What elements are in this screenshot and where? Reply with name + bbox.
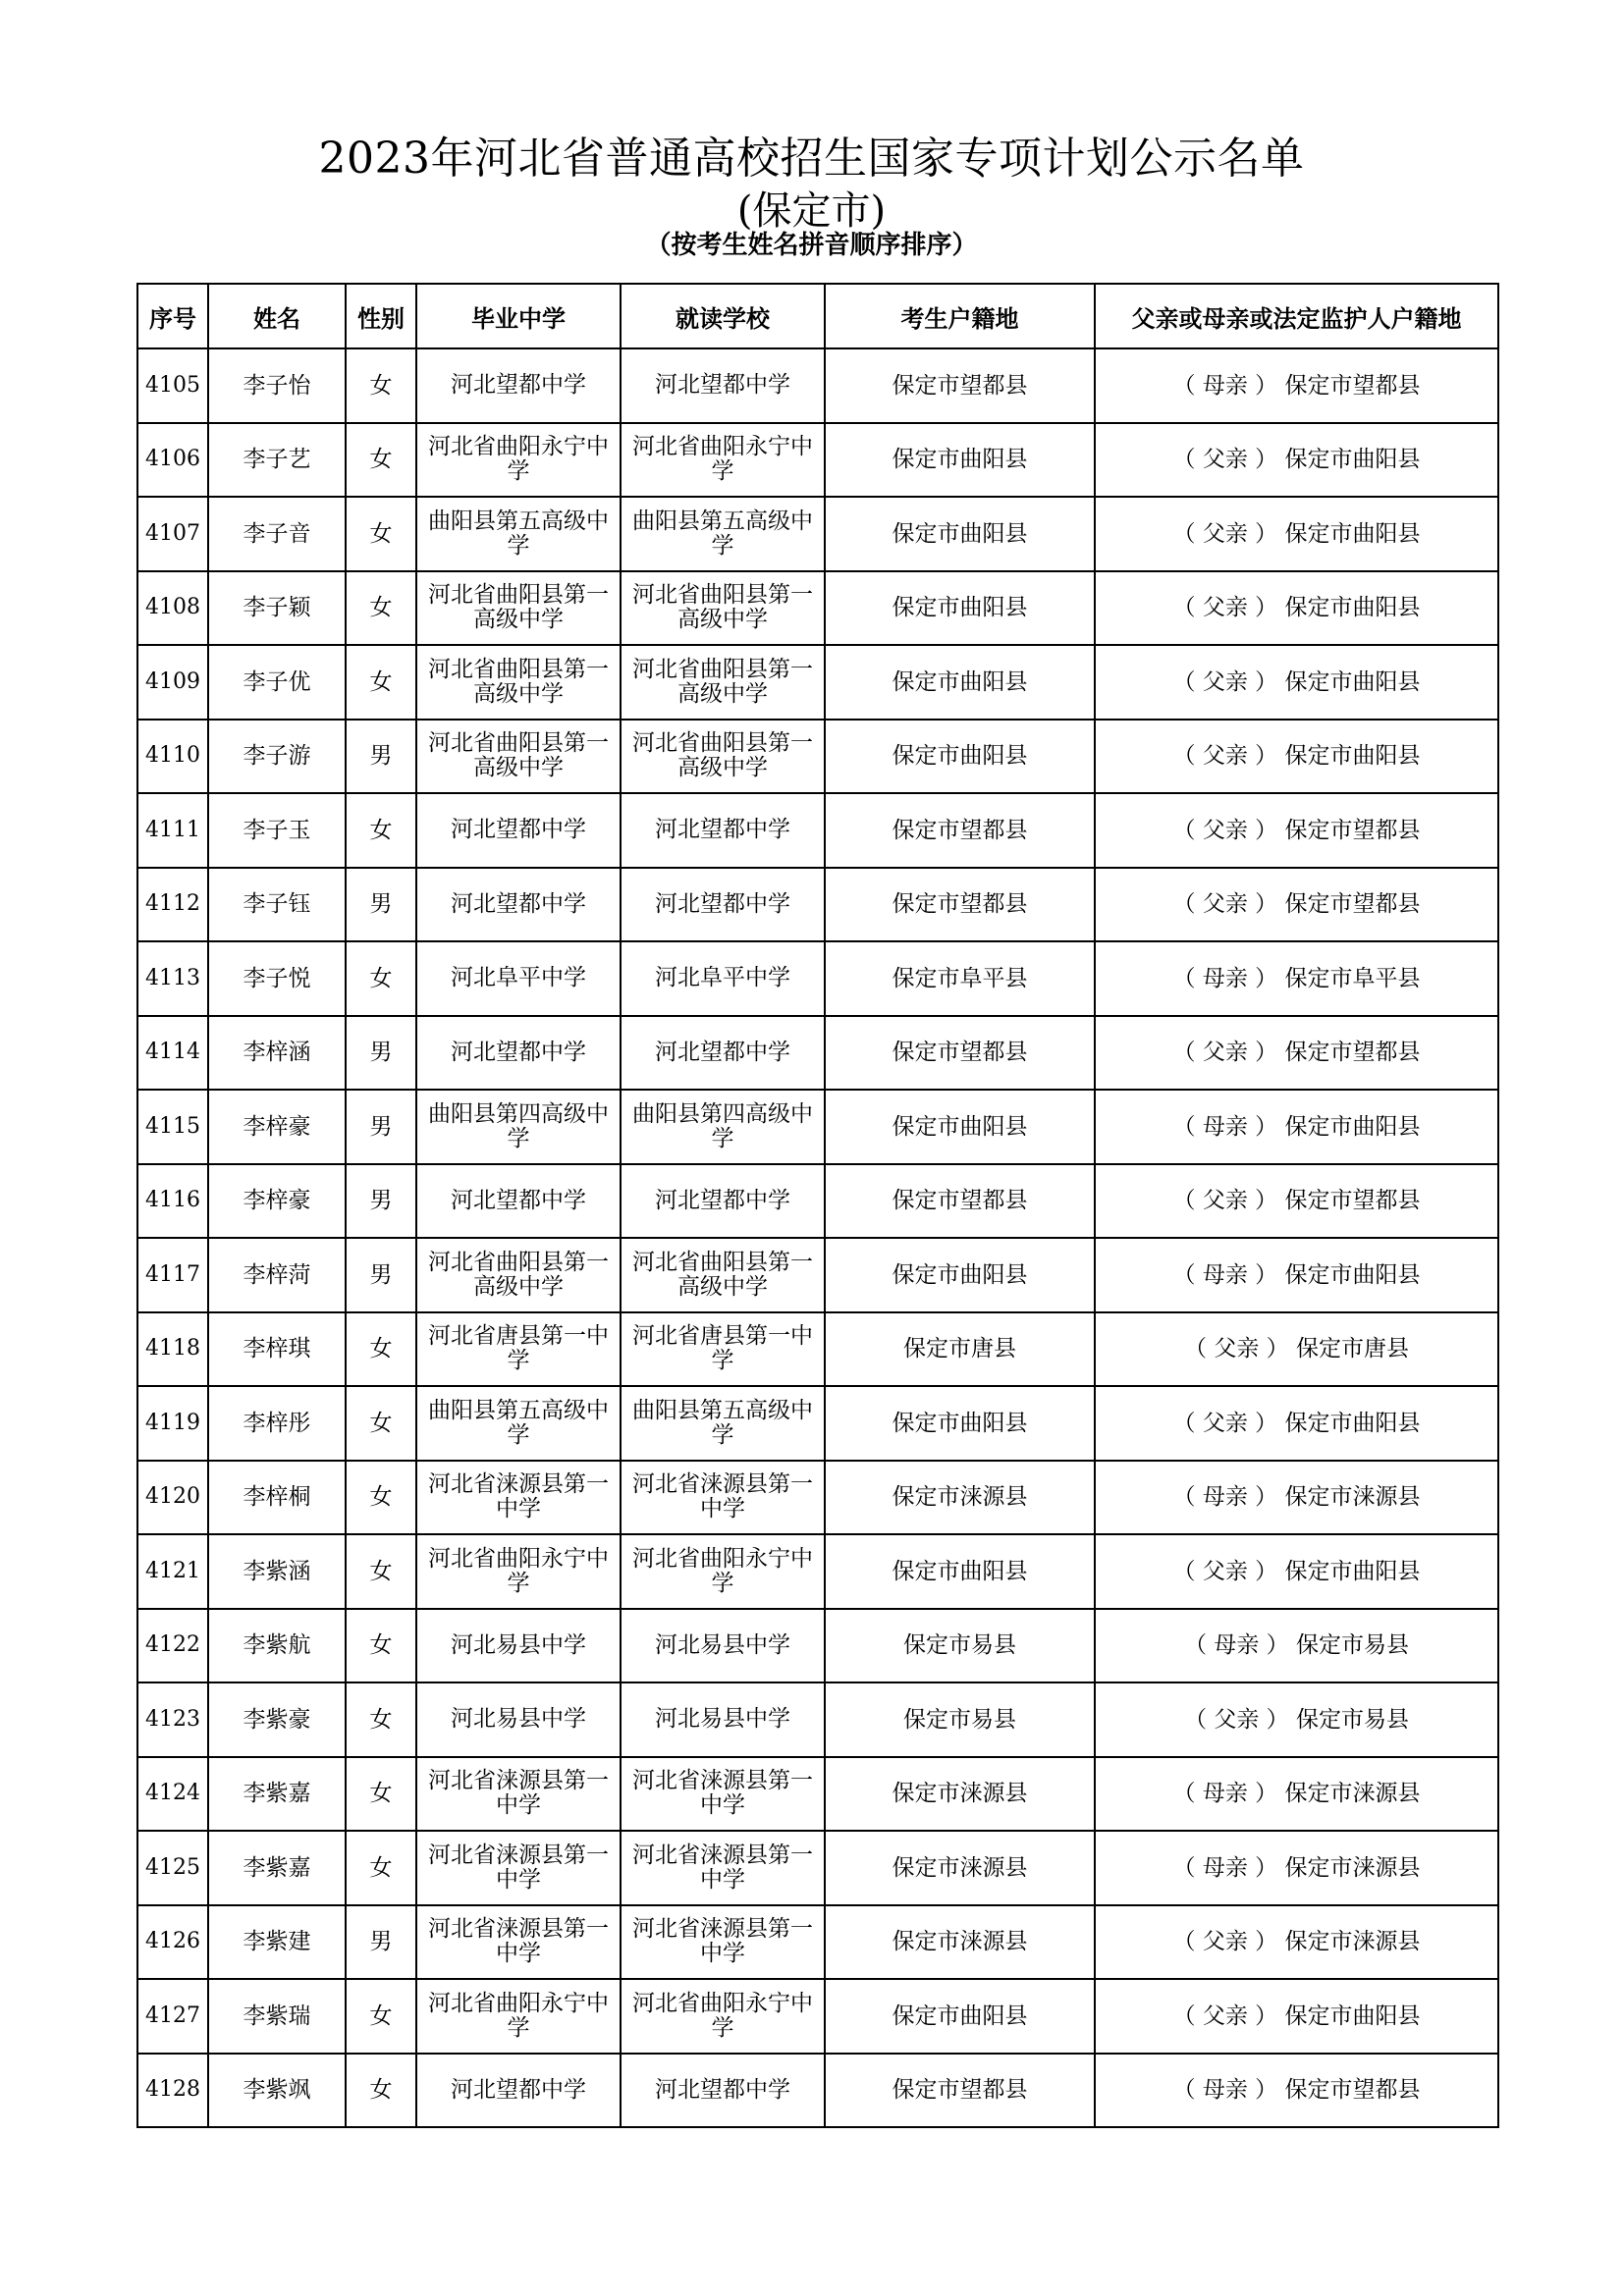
roster-body: [137, 348, 1498, 2127]
cell-gender: 男: [346, 1238, 416, 1312]
table-row: [137, 1461, 1498, 1535]
cell-index: 4112: [137, 868, 208, 942]
cell-index: 4108: [137, 571, 208, 646]
cell-graduation-school: 河北省曲阳县第一高级中学: [416, 1238, 621, 1312]
page-subtitle: (保定市): [736, 188, 887, 234]
cell-graduation-school: 河北省曲阳永宁中学: [416, 1534, 621, 1609]
cell-index: 4109: [137, 645, 208, 720]
cell-current-school: 河北省曲阳县第一高级中学: [621, 645, 825, 720]
cell-current-school: 河北望都中学: [621, 1164, 825, 1239]
cell-graduation-school: 河北望都中学: [416, 348, 621, 423]
table-row: [137, 645, 1498, 720]
cell-gender: 男: [346, 1016, 416, 1091]
cell-current-school: 曲阳县第四高级中学: [621, 1090, 825, 1164]
cell-gender: 女: [346, 571, 416, 646]
cell-student-residence: 保定市曲阳县: [825, 571, 1095, 646]
column-header-current-school: 就读学校: [621, 284, 825, 348]
cell-guardian-residence: （ 母亲 ） 保定市曲阳县: [1095, 1090, 1498, 1164]
cell-name: 李梓琪: [208, 1312, 346, 1387]
cell-graduation-school: 曲阳县第五高级中学: [416, 497, 621, 571]
cell-gender: 男: [346, 1905, 416, 1980]
column-header-gender: 性别: [346, 284, 416, 348]
cell-name: 李子钰: [208, 868, 346, 942]
cell-gender: 女: [346, 423, 416, 498]
cell-guardian-residence: （ 父亲 ） 保定市曲阳县: [1095, 720, 1498, 794]
cell-graduation-school: 河北省曲阳永宁中学: [416, 423, 621, 498]
cell-current-school: 河北省曲阳永宁中学: [621, 1979, 825, 2054]
cell-guardian-residence: （ 父亲 ） 保定市曲阳县: [1095, 1386, 1498, 1461]
cell-name: 李紫建: [208, 1905, 346, 1980]
cell-current-school: 河北省涞源县第一中学: [621, 1831, 825, 1905]
cell-guardian-residence: （ 父亲 ） 保定市易县: [1095, 1682, 1498, 1757]
cell-name: 李紫飒: [208, 2054, 346, 2128]
cell-student-residence: 保定市涞源县: [825, 1757, 1095, 1832]
cell-index: 4106: [137, 423, 208, 498]
cell-current-school: 河北阜平中学: [621, 941, 825, 1016]
cell-graduation-school: 河北易县中学: [416, 1682, 621, 1757]
cell-gender: 男: [346, 1164, 416, 1239]
page-title: 2023年河北省普通高校招生国家专项计划公示名单: [318, 133, 1305, 184]
cell-name: 李紫涵: [208, 1534, 346, 1609]
cell-index: 4118: [137, 1312, 208, 1387]
roster-table: [136, 283, 1499, 2128]
cell-guardian-residence: （ 父亲 ） 保定市曲阳县: [1095, 497, 1498, 571]
cell-index: 4107: [137, 497, 208, 571]
cell-student-residence: 保定市曲阳县: [825, 645, 1095, 720]
cell-name: 李子玉: [208, 793, 346, 868]
cell-index: 4124: [137, 1757, 208, 1832]
column-header-graduation-school: 毕业中学: [416, 284, 621, 348]
cell-index: 4116: [137, 1164, 208, 1239]
cell-guardian-residence: （ 父亲 ） 保定市唐县: [1095, 1312, 1498, 1387]
cell-current-school: 河北省曲阳永宁中学: [621, 423, 825, 498]
cell-student-residence: 保定市望都县: [825, 1164, 1095, 1239]
cell-graduation-school: 河北望都中学: [416, 793, 621, 868]
cell-graduation-school: 河北望都中学: [416, 1016, 621, 1091]
cell-gender: 女: [346, 1682, 416, 1757]
cell-name: 李梓豪: [208, 1164, 346, 1239]
cell-guardian-residence: （ 母亲 ） 保定市曲阳县: [1095, 1238, 1498, 1312]
cell-guardian-residence: （ 父亲 ） 保定市曲阳县: [1095, 571, 1498, 646]
cell-name: 李子怡: [208, 348, 346, 423]
cell-student-residence: 保定市曲阳县: [825, 720, 1095, 794]
cell-current-school: 河北省涞源县第一中学: [621, 1757, 825, 1832]
cell-index: 4113: [137, 941, 208, 1016]
table-row: [137, 868, 1498, 942]
cell-student-residence: 保定市曲阳县: [825, 1386, 1095, 1461]
table-row: [137, 1682, 1498, 1757]
cell-student-residence: 保定市望都县: [825, 2054, 1095, 2128]
cell-name: 李梓彤: [208, 1386, 346, 1461]
cell-guardian-residence: （ 母亲 ） 保定市望都县: [1095, 348, 1498, 423]
cell-current-school: 河北望都中学: [621, 2054, 825, 2128]
cell-graduation-school: 河北省涞源县第一中学: [416, 1757, 621, 1832]
cell-name: 李子优: [208, 645, 346, 720]
cell-name: 李梓桐: [208, 1461, 346, 1535]
cell-guardian-residence: （ 母亲 ） 保定市阜平县: [1095, 941, 1498, 1016]
column-header-student-residence: 考生户籍地: [825, 284, 1095, 348]
cell-current-school: 河北易县中学: [621, 1609, 825, 1683]
cell-student-residence: 保定市涞源县: [825, 1905, 1095, 1980]
cell-index: 4114: [137, 1016, 208, 1091]
cell-name: 李紫航: [208, 1609, 346, 1683]
cell-name: 李子音: [208, 497, 346, 571]
cell-current-school: 河北望都中学: [621, 348, 825, 423]
table-row: [137, 1312, 1498, 1387]
table-row: [137, 1905, 1498, 1980]
cell-index: 4120: [137, 1461, 208, 1535]
cell-student-residence: 保定市曲阳县: [825, 1979, 1095, 2054]
cell-graduation-school: 河北省涞源县第一中学: [416, 1831, 621, 1905]
cell-student-residence: 保定市曲阳县: [825, 497, 1095, 571]
cell-student-residence: 保定市唐县: [825, 1312, 1095, 1387]
cell-name: 李子颖: [208, 571, 346, 646]
cell-name: 李子悦: [208, 941, 346, 1016]
cell-guardian-residence: （ 父亲 ） 保定市望都县: [1095, 1164, 1498, 1239]
cell-name: 李梓豪: [208, 1090, 346, 1164]
table-row: [137, 2054, 1498, 2128]
cell-graduation-school: 河北省曲阳县第一高级中学: [416, 645, 621, 720]
table-row: [137, 1016, 1498, 1091]
cell-graduation-school: 河北望都中学: [416, 2054, 621, 2128]
cell-current-school: 河北省涞源县第一中学: [621, 1905, 825, 1980]
cell-index: 4117: [137, 1238, 208, 1312]
cell-current-school: 河北易县中学: [621, 1682, 825, 1757]
cell-graduation-school: 河北省曲阳县第一高级中学: [416, 720, 621, 794]
cell-name: 李紫嘉: [208, 1757, 346, 1832]
cell-student-residence: 保定市曲阳县: [825, 1238, 1095, 1312]
cell-graduation-school: 河北省涞源县第一中学: [416, 1461, 621, 1535]
cell-name: 李梓菏: [208, 1238, 346, 1312]
cell-student-residence: 保定市望都县: [825, 868, 1095, 942]
table-row: [137, 1238, 1498, 1312]
table-row: [137, 941, 1498, 1016]
cell-gender: 女: [346, 1979, 416, 2054]
cell-guardian-residence: （ 母亲 ） 保定市涞源县: [1095, 1757, 1498, 1832]
cell-guardian-residence: （ 母亲 ） 保定市易县: [1095, 1609, 1498, 1683]
cell-graduation-school: 河北易县中学: [416, 1609, 621, 1683]
cell-gender: 女: [346, 1534, 416, 1609]
cell-graduation-school: 曲阳县第四高级中学: [416, 1090, 621, 1164]
table-row: [137, 423, 1498, 498]
cell-index: 4128: [137, 2054, 208, 2128]
cell-gender: 女: [346, 1461, 416, 1535]
cell-index: 4122: [137, 1609, 208, 1683]
cell-graduation-school: 河北省唐县第一中学: [416, 1312, 621, 1387]
cell-graduation-school: 曲阳县第五高级中学: [416, 1386, 621, 1461]
cell-graduation-school: 河北省曲阳永宁中学: [416, 1979, 621, 2054]
cell-guardian-residence: （ 父亲 ） 保定市望都县: [1095, 1016, 1498, 1091]
cell-name: 李子艺: [208, 423, 346, 498]
table-row: [137, 1609, 1498, 1683]
cell-graduation-school: 河北望都中学: [416, 868, 621, 942]
cell-guardian-residence: （ 母亲 ） 保定市望都县: [1095, 2054, 1498, 2128]
cell-guardian-residence: （ 父亲 ） 保定市曲阳县: [1095, 1534, 1498, 1609]
cell-gender: 女: [346, 793, 416, 868]
cell-index: 4127: [137, 1979, 208, 2054]
cell-current-school: 曲阳县第五高级中学: [621, 1386, 825, 1461]
cell-guardian-residence: （ 父亲 ） 保定市望都县: [1095, 793, 1498, 868]
cell-current-school: 河北省曲阳县第一高级中学: [621, 720, 825, 794]
cell-index: 4126: [137, 1905, 208, 1980]
cell-gender: 男: [346, 720, 416, 794]
cell-guardian-residence: （ 母亲 ） 保定市涞源县: [1095, 1461, 1498, 1535]
cell-gender: 女: [346, 348, 416, 423]
table-row: [137, 1534, 1498, 1609]
cell-name: 李子游: [208, 720, 346, 794]
cell-graduation-school: 河北省涞源县第一中学: [416, 1905, 621, 1980]
column-header-name: 姓名: [208, 284, 346, 348]
column-header-guardian-residence: 父亲或母亲或法定监护人户籍地: [1095, 284, 1498, 348]
cell-current-school: 河北望都中学: [621, 793, 825, 868]
cell-student-residence: 保定市曲阳县: [825, 1090, 1095, 1164]
cell-gender: 女: [346, 1386, 416, 1461]
cell-index: 4115: [137, 1090, 208, 1164]
cell-student-residence: 保定市涞源县: [825, 1461, 1095, 1535]
cell-student-residence: 保定市望都县: [825, 1016, 1095, 1091]
table-header-row: [137, 284, 1498, 348]
cell-current-school: 河北省曲阳县第一高级中学: [621, 571, 825, 646]
table-row: [137, 571, 1498, 646]
cell-gender: 女: [346, 2054, 416, 2128]
cell-gender: 男: [346, 1090, 416, 1164]
cell-student-residence: 保定市曲阳县: [825, 1534, 1095, 1609]
cell-index: 4121: [137, 1534, 208, 1609]
cell-guardian-residence: （ 父亲 ） 保定市涞源县: [1095, 1905, 1498, 1980]
cell-guardian-residence: （ 父亲 ） 保定市曲阳县: [1095, 645, 1498, 720]
table-row: [137, 793, 1498, 868]
cell-gender: 女: [346, 1609, 416, 1683]
cell-current-school: 河北望都中学: [621, 1016, 825, 1091]
cell-index: 4119: [137, 1386, 208, 1461]
table-row: [137, 720, 1498, 794]
table-row: [137, 1090, 1498, 1164]
cell-gender: 女: [346, 1757, 416, 1832]
cell-name: 李梓涵: [208, 1016, 346, 1091]
table-row: [137, 1386, 1498, 1461]
cell-current-school: 河北省曲阳永宁中学: [621, 1534, 825, 1609]
cell-gender: 女: [346, 1312, 416, 1387]
table-row: [137, 348, 1498, 423]
cell-student-residence: 保定市涞源县: [825, 1831, 1095, 1905]
cell-graduation-school: 河北省曲阳县第一高级中学: [416, 571, 621, 646]
cell-guardian-residence: （ 父亲 ） 保定市望都县: [1095, 868, 1498, 942]
cell-index: 4111: [137, 793, 208, 868]
cell-index: 4110: [137, 720, 208, 794]
cell-student-residence: 保定市望都县: [825, 348, 1095, 423]
cell-current-school: 河北望都中学: [621, 868, 825, 942]
cell-name: 李紫嘉: [208, 1831, 346, 1905]
table-row: [137, 1831, 1498, 1905]
cell-current-school: 曲阳县第五高级中学: [621, 497, 825, 571]
column-header-index: 序号: [137, 284, 208, 348]
cell-gender: 男: [346, 868, 416, 942]
cell-index: 4125: [137, 1831, 208, 1905]
cell-student-residence: 保定市易县: [825, 1682, 1095, 1757]
cell-gender: 女: [346, 645, 416, 720]
cell-index: 4105: [137, 348, 208, 423]
table-row: [137, 1757, 1498, 1832]
cell-guardian-residence: （ 母亲 ） 保定市涞源县: [1095, 1831, 1498, 1905]
cell-guardian-residence: （ 父亲 ） 保定市曲阳县: [1095, 423, 1498, 498]
table-row: [137, 497, 1498, 571]
cell-student-residence: 保定市曲阳县: [825, 423, 1095, 498]
cell-graduation-school: 河北阜平中学: [416, 941, 621, 1016]
cell-name: 李紫豪: [208, 1682, 346, 1757]
cell-current-school: 河北省曲阳县第一高级中学: [621, 1238, 825, 1312]
table-row: [137, 1164, 1498, 1239]
cell-student-residence: 保定市易县: [825, 1609, 1095, 1683]
cell-student-residence: 保定市阜平县: [825, 941, 1095, 1016]
cell-current-school: 河北省涞源县第一中学: [621, 1461, 825, 1535]
cell-index: 4123: [137, 1682, 208, 1757]
cell-gender: 女: [346, 497, 416, 571]
sort-note: （按考生姓名拼音顺序排序）: [645, 231, 978, 260]
cell-guardian-residence: （ 父亲 ） 保定市曲阳县: [1095, 1979, 1498, 2054]
table-row: [137, 1979, 1498, 2054]
cell-name: 李紫瑞: [208, 1979, 346, 2054]
cell-gender: 女: [346, 941, 416, 1016]
cell-current-school: 河北省唐县第一中学: [621, 1312, 825, 1387]
cell-graduation-school: 河北望都中学: [416, 1164, 621, 1239]
cell-gender: 女: [346, 1831, 416, 1905]
cell-student-residence: 保定市望都县: [825, 793, 1095, 868]
